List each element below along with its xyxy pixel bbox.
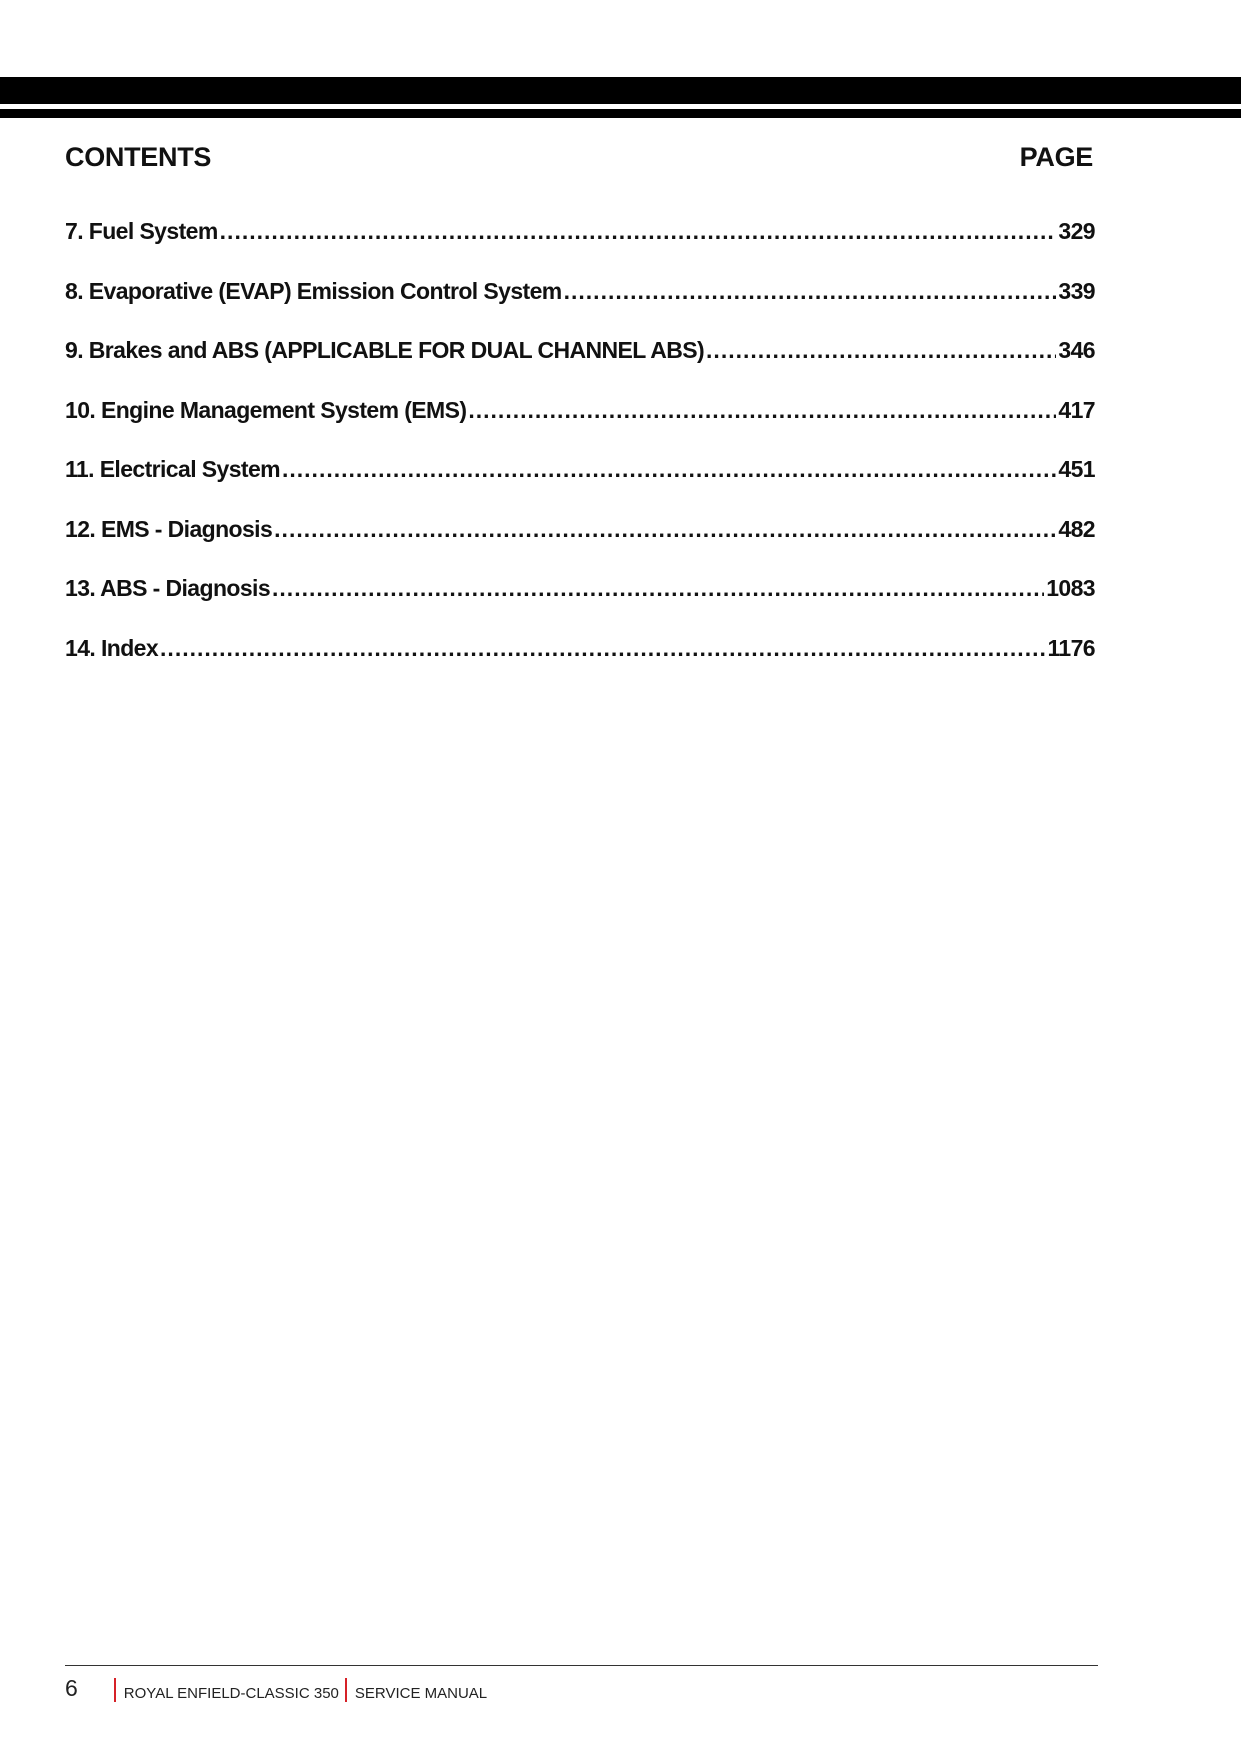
toc-entry-page: 482 <box>1058 515 1095 542</box>
footer-page-number: 6 <box>65 1675 78 1701</box>
toc-entry-title: 9. Brakes and ABS (APPLICABLE FOR DUAL CHANNEL ABS) <box>65 337 705 363</box>
footer-manual: SERVICE MANUAL <box>354 1685 488 1702</box>
toc-entry-brakes-abs[interactable] <box>65 337 1095 397</box>
footer-separator <box>345 1678 347 1702</box>
dot-leader <box>706 337 1056 364</box>
toc-entry-abs-diagnosis[interactable] <box>65 575 1095 635</box>
toc-entry-title: 12. EMS - Diagnosis <box>65 515 273 542</box>
toc-entry-page: 339 <box>1058 277 1095 304</box>
footer-rule <box>65 1665 1098 1666</box>
page-heading: PAGE <box>1019 142 1093 172</box>
dot-leader <box>468 397 1056 424</box>
dot-leader <box>282 456 1056 483</box>
dot-leader <box>220 218 1057 245</box>
toc-entry-title: 7. Fuel System <box>65 218 218 244</box>
footer-separator <box>114 1678 116 1702</box>
header-band-thin <box>0 109 1241 118</box>
dot-leader <box>274 516 1056 543</box>
toc-entry-title: 11. Electrical System <box>65 456 280 482</box>
dot-leader <box>564 278 1057 305</box>
toc-list <box>65 218 1095 694</box>
toc-entry-ems[interactable] <box>65 397 1095 457</box>
toc-entry-page: 451 <box>1058 456 1095 482</box>
toc-entry-ems-diagnosis[interactable] <box>65 516 1095 576</box>
toc-entry-page: 417 <box>1058 396 1095 423</box>
footer-model: ROYAL ENFIELD-CLASSIC 350 <box>123 1685 339 1702</box>
toc-entry-page: 329 <box>1058 218 1095 244</box>
toc-entry-electrical-system[interactable] <box>65 456 1095 516</box>
toc-entry-index[interactable] <box>65 635 1095 695</box>
page-footer <box>65 1672 493 1702</box>
toc-entry-fuel-system[interactable] <box>65 218 1095 278</box>
toc-entry-page: 346 <box>1058 337 1095 363</box>
contents-header <box>65 142 1093 178</box>
toc-entry-title: 10. Engine Management System (EMS) <box>65 396 467 423</box>
toc-entry-title: 8. Evaporative (EVAP) Emission Control System <box>65 277 562 304</box>
dot-leader <box>160 635 1045 662</box>
contents-heading: CONTENTS <box>65 142 212 172</box>
dot-leader <box>272 575 1044 602</box>
toc-entry-title: 14. Index <box>65 634 159 661</box>
toc-entry-evap-system[interactable] <box>65 278 1095 338</box>
toc-entry-title: 13. ABS - Diagnosis <box>65 575 271 601</box>
toc-entry-page: 1176 <box>1047 634 1095 661</box>
toc-entry-page: 1083 <box>1046 575 1095 601</box>
header-band-thick <box>0 77 1241 104</box>
